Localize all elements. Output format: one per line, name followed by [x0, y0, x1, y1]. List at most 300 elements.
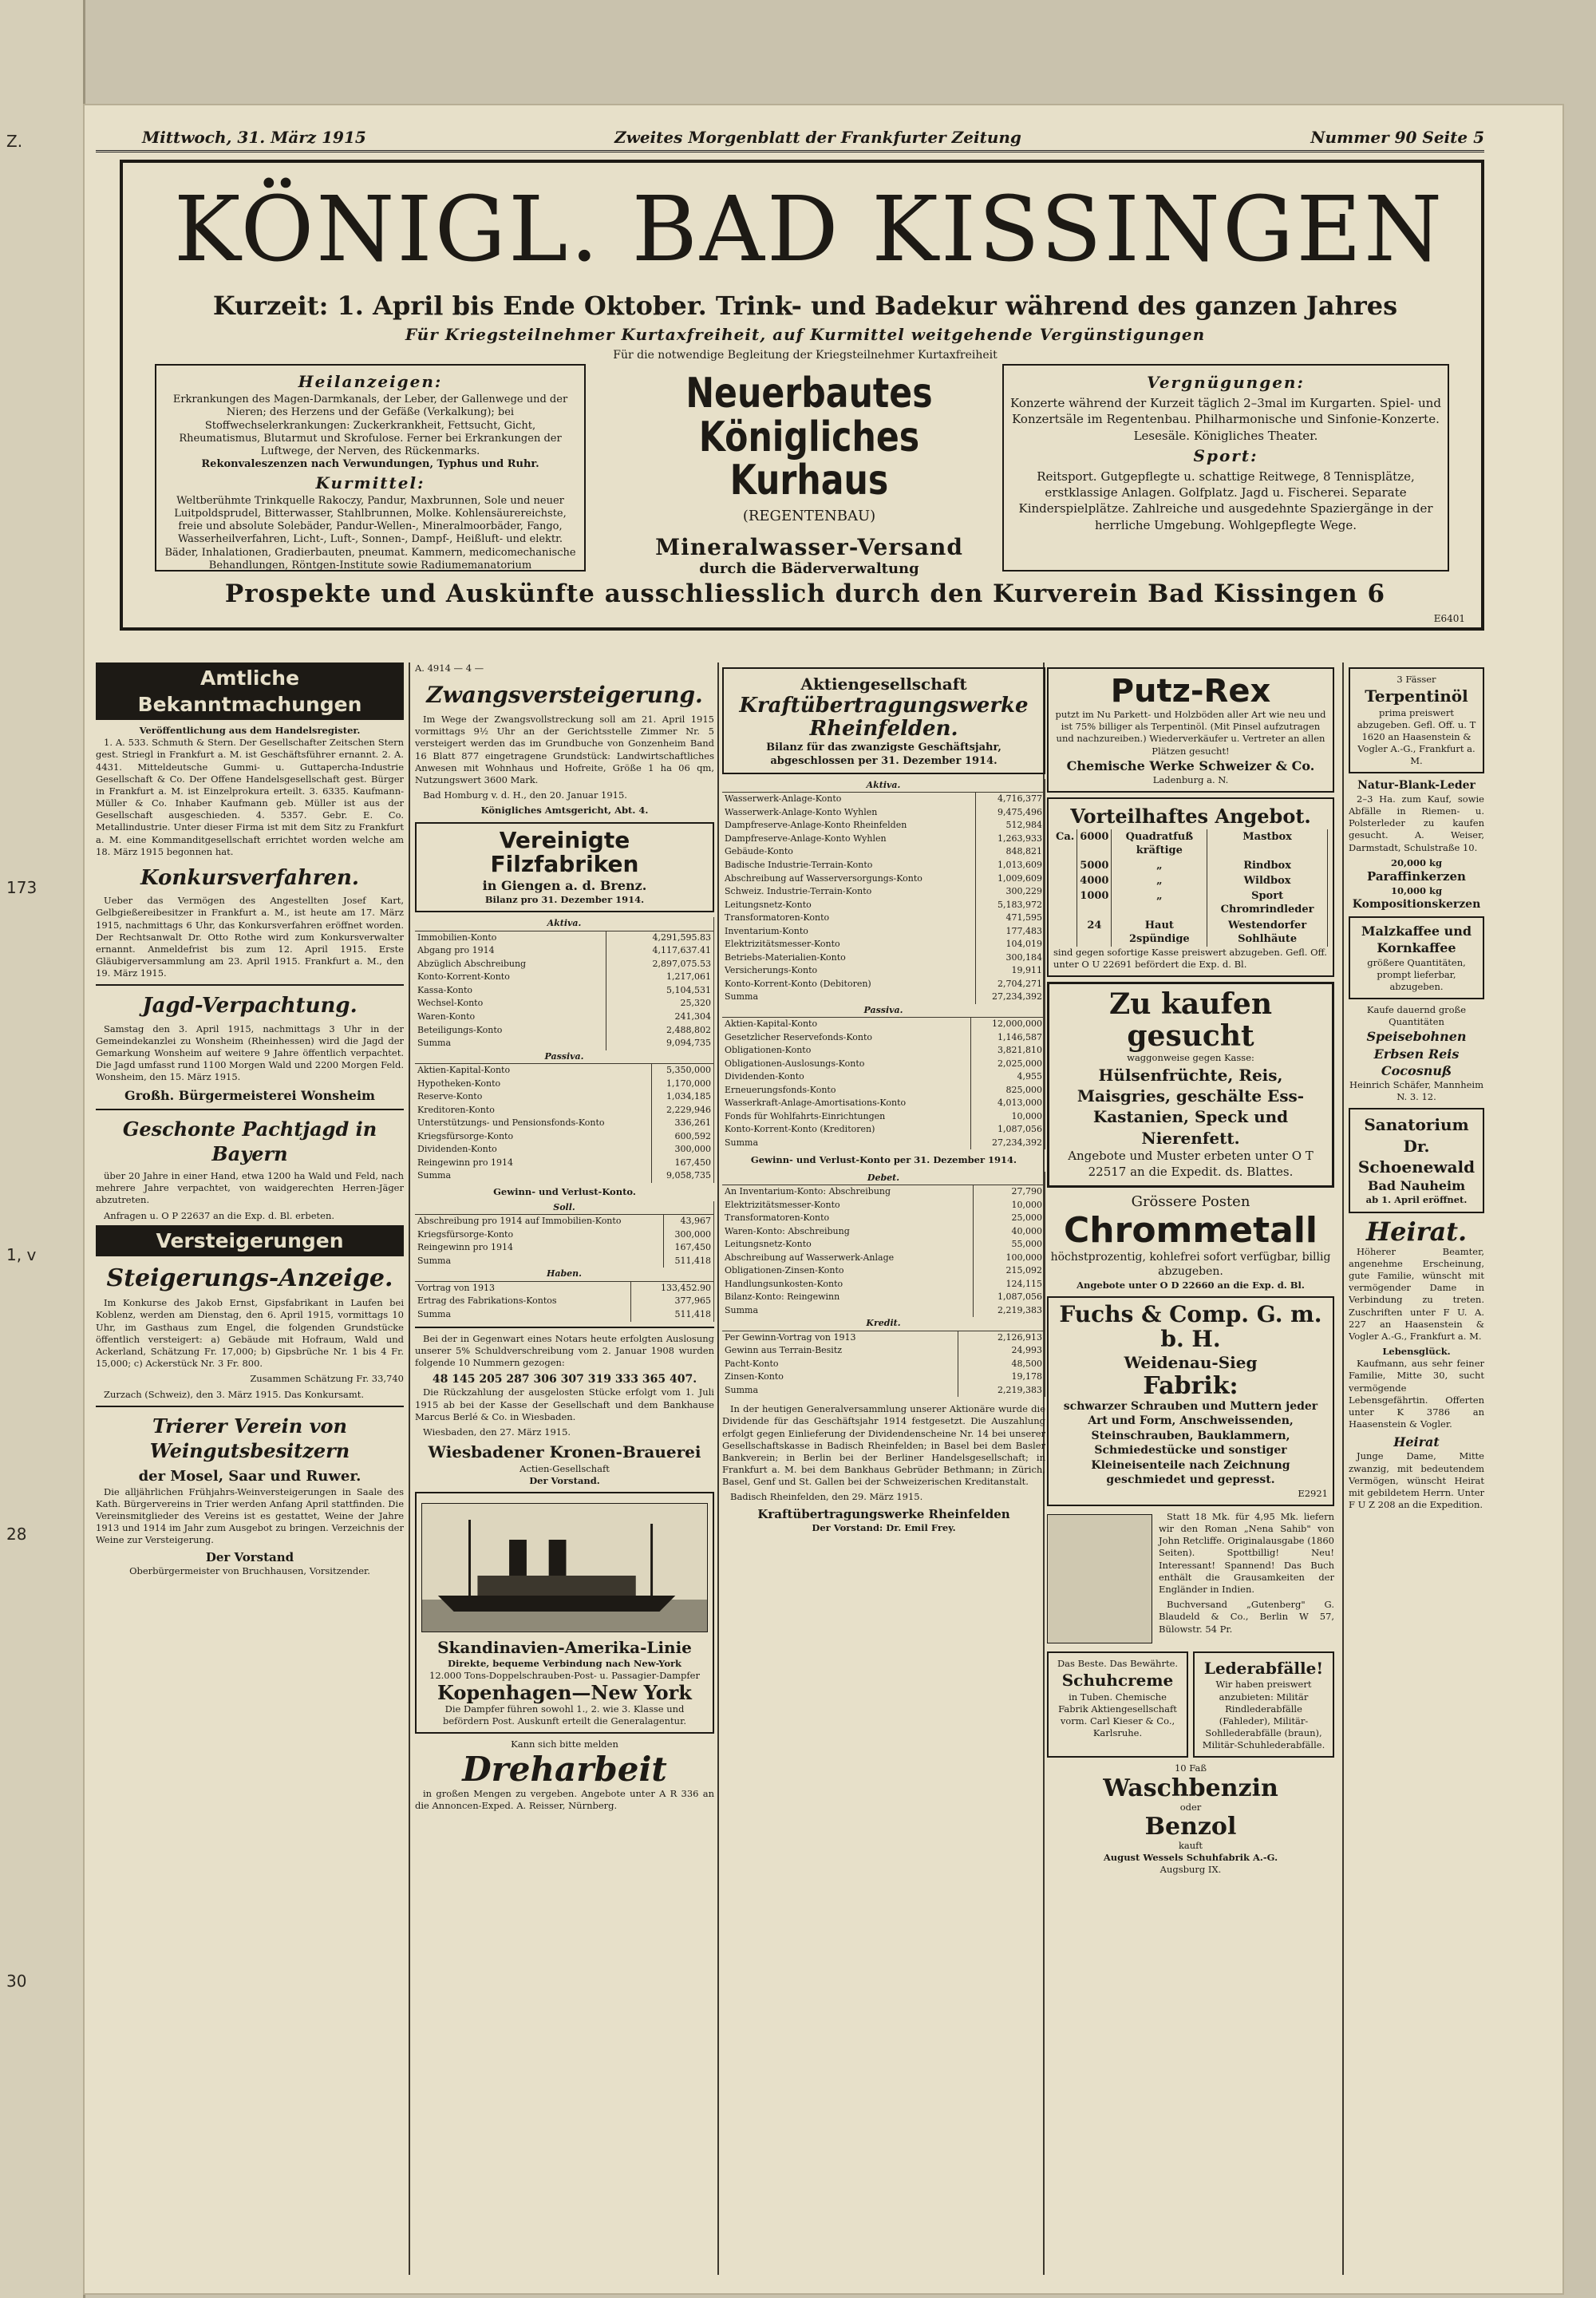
- table-heading: Soll.: [415, 1201, 714, 1215]
- trier-subheading: der Mosel, Saar und Ruwer.: [138, 1468, 361, 1485]
- rheinfelden-aktiva-table: [722, 779, 1045, 1004]
- table-cell: Elektrizitätsmesser-Konto: [722, 1199, 973, 1212]
- table-cell: An Inventarium-Konto: Abschreibung: [722, 1185, 973, 1199]
- benzol-pre: oder: [1179, 1801, 1202, 1813]
- auslosung-text-2: Die Rückzahlung der ausgelosten Stücke erfolgt vom 1. Juli 1915 ab bei der Kasse der Gesellschaft und dem Bankhause Marcus Berlé & Co. in Wiesbaden.: [415, 1386, 714, 1422]
- ag-name: Kraftübertragungswerke Rheinfelden.: [739, 694, 1029, 741]
- table-cell: 4000: [1077, 873, 1112, 888]
- heilanzeigen-text: Erkrankungen des Magen-Darmkanals, der Leber, der Gallenwege und der Nieren; des Herzens und der Gefäße (Verkalkung); bei Stoffwechselerkrankungen: Zuckerkrankheit, Fettsucht, Gicht, Rheumatismus, Blutarmut und Skrofulose. Ferner bei Erkrankungen der Luftwege, der Nerven, des Rückenmarks.: [172, 394, 568, 457]
- malzkaffee-title: Malzkaffee und Kornkaffee: [1361, 924, 1472, 956]
- header-title: Zweites Morgenblatt der Frankfurter Zeitung: [614, 128, 1021, 147]
- heilanzeigen-heading: Heilanzeigen:: [298, 372, 443, 391]
- table-cell: 4,013,000: [970, 1097, 1045, 1110]
- table-cell: 600,592: [652, 1130, 714, 1144]
- table-cell: 1,034,185: [652, 1090, 714, 1104]
- table-row: [415, 1241, 714, 1255]
- benzol-location: Augsburg IX.: [1159, 1864, 1222, 1876]
- table-row: [722, 1331, 1045, 1344]
- table-row: [415, 1064, 714, 1078]
- table-row: [1053, 858, 1328, 873]
- table-row: [415, 958, 714, 971]
- table-cell: 825,000: [970, 1084, 1045, 1098]
- table-row: [722, 1304, 1045, 1318]
- table-cell: 177,483: [975, 925, 1045, 939]
- table-cell: Immobilien-Konto: [415, 931, 606, 944]
- table-row: [722, 1238, 1045, 1252]
- heilanzeigen-text-2: Rekonvaleszenzen nach Verwundungen, Typhus und Ruhr.: [201, 458, 539, 471]
- table-cell: Wasserwerk-Anlage-Konto: [722, 793, 975, 806]
- trier-signature-2: Oberbürgermeister von Bruchhausen, Vorsitzender.: [129, 1565, 370, 1577]
- vorteilhaftes-table: [1053, 829, 1328, 947]
- register-heading: Veröffentlichung aus dem Handelsregister.: [139, 725, 361, 736]
- table-row: [1053, 918, 1328, 947]
- table-cell: 4,955: [970, 1070, 1045, 1084]
- table-cell: Zinsen-Konto: [722, 1370, 958, 1384]
- table-row: [1053, 873, 1328, 888]
- table-cell: Gewinn aus Terrain-Besitz: [722, 1344, 958, 1358]
- table-cell: Ertrag des Fabrikations-Kontos: [415, 1295, 630, 1308]
- table-cell: Obligationen-Konto: [722, 1044, 970, 1058]
- jagd-signature: Großh. Bürgermeisterei Wonsheim: [124, 1087, 375, 1103]
- table-cell: 2,704,271: [975, 978, 1045, 991]
- lederabfaelle-ad: [1193, 1651, 1334, 1758]
- zu-kaufen-ad: [1047, 982, 1334, 1188]
- chrommetall-reference: Angebote unter O D 22660 an die Exp. d. Bl.: [1077, 1279, 1305, 1291]
- table-row: [415, 984, 714, 998]
- table-row: [722, 1031, 1045, 1045]
- jagd-text: Samstag den 3. April 1915, nachmittags 3 Uhr in der Gemeindekanzlei zu Wonsheim (Rheinhessen) wird die Jagd der Gemarkung Wonsheim auf weitere 9 Jahre öffentlich verpachtet. Die Jagd umfasst rund 1100 Morgen Wald und 2200 Morgen Feld. Wonsheim, den 15. März 1915.: [96, 1022, 404, 1083]
- jagd-heading: Jagd-Verpachtung.: [142, 994, 358, 1018]
- table-cell: Mastbox: [1207, 829, 1328, 858]
- table-row: [722, 1199, 1045, 1212]
- table-cell: Summa: [722, 991, 975, 1004]
- table-cell: 5,104,531: [606, 984, 713, 998]
- putz-rex-title: Putz-Rex: [1110, 673, 1271, 710]
- table-row: [722, 951, 1045, 965]
- kurhaus-line-1: Neuerbautes: [685, 370, 933, 417]
- table-row: [722, 925, 1045, 939]
- zwangs-court: Königliches Amtsgericht, Abt. 4.: [480, 805, 649, 817]
- table-row: [415, 997, 714, 1011]
- table-cell: 40,000: [973, 1225, 1045, 1239]
- schuhcreme-leder-row: [1047, 1647, 1334, 1762]
- sport-text: Reitsport. Gutgepflegte u. schattige Reitwege, 8 Tennisplätze, erstklassige Anlagen. Golfplatz. Jagd u. Fischerei. Separate Kinderspielplätze. Zahlreiche und ausgedehnte Spaziergänge in der herrliche Umgebung. Wohlgepflegte Wege.: [1018, 469, 1433, 532]
- table-heading: Aktiva.: [722, 779, 1045, 793]
- vergnuegungen-text: Konzerte während der Kurzeit täglich 2–3mal im Kurgarten. Spiel- und Konzertsäle im Regentenbau. Philharmonische und Sinfonie-Konzerte. Lesesäle. Königliches Theater.: [1010, 396, 1441, 443]
- table-cell: Sport Chromrindleder: [1207, 888, 1328, 917]
- table-cell: Gebäude-Konto: [722, 845, 975, 859]
- auslosung-text: Bei der in Gegenwart eines Notars heute erfolgten Auslosung unserer 5% Schuldverschreibung vom 2. Januar 1908 wurden folgende 10 Nummern gezogen:: [415, 1332, 714, 1368]
- vergnuegungen-heading: Vergnügungen:: [1147, 373, 1305, 392]
- table-cell: Summa: [722, 1137, 970, 1150]
- table-cell: 848,821: [975, 845, 1045, 859]
- table-cell: 6000: [1077, 829, 1112, 858]
- table-cell: 9,475,496: [975, 806, 1045, 820]
- steigerung-sum: Zusammen Schätzung Fr. 33,740: [250, 1373, 404, 1385]
- table-cell: 27,234,392: [970, 1137, 1045, 1150]
- table-cell: 300,229: [975, 885, 1045, 899]
- table-cell: 167,450: [652, 1157, 714, 1170]
- baederverwaltung: durch die Bäderverwaltung: [699, 560, 919, 577]
- table-cell: 5,183,972: [975, 899, 1045, 912]
- column-3: [722, 663, 1045, 2275]
- nena-sahib-text: Statt 18 Mk. für 4,95 Mk. liefern wir den Roman „Nena Sahib" von John Retcliffe. Originalausgabe (1860 Seiten). Spottbillig! Neu! Interessant! Spannend! Das Buch enthält die Grausamkeiten der Engländer in Indien.: [1159, 1510, 1334, 1595]
- filzfabriken-subtitle: Bilanz pro 31. Dezember 1914.: [484, 894, 645, 906]
- fuchs-text: schwarzer Schrauben und Muttern jeder Art und Form, Anschweissenden, Steinschrauben, Bauklammern, Schmiedestücke und sonstiger Kleineisenteile nach Zeichnung geschmiedet und gepresst.: [1063, 1399, 1318, 1487]
- table-cell: Konto-Korrent-Konto: [415, 971, 606, 984]
- table-row: [722, 859, 1045, 872]
- table-cell: 10,000: [973, 1199, 1045, 1212]
- table-row: [722, 1212, 1045, 1225]
- table-cell: [1053, 888, 1077, 917]
- table-cell: 100,000: [973, 1252, 1045, 1265]
- table-row: [722, 872, 1045, 886]
- kissingen-subtitle: Kurzeit: 1. April bis Ende Oktober. Trink- und Badekur während des ganzen Jahres: [212, 291, 1398, 321]
- table-cell: Reingewinn pro 1914: [415, 1241, 664, 1255]
- table-cell: 2,897,075.53: [606, 958, 713, 971]
- table-cell: Ca.: [1053, 829, 1077, 858]
- kurmittel-heading: Kurmittel:: [315, 473, 425, 492]
- filzfabriken-title: Vereinigte Filzfabriken: [490, 826, 639, 878]
- table-cell: 511,418: [630, 1308, 713, 1322]
- fuchs-code: E2921: [1298, 1487, 1328, 1499]
- table-row: [415, 1011, 714, 1024]
- komposition-pre: 10,000 kg: [1390, 884, 1443, 896]
- konkurs-heading: Konkursverfahren.: [140, 865, 359, 890]
- zu-kaufen-reference: Angebote und Muster erbeten unter O T 22517 an die Expedit. ds. Blattes.: [1068, 1149, 1314, 1179]
- table-cell: 2,219,383: [958, 1384, 1045, 1398]
- table-cell: 27,234,392: [975, 991, 1045, 1004]
- table-row: [722, 806, 1045, 820]
- table-cell: 24: [1077, 918, 1112, 947]
- table-row: [415, 1281, 714, 1295]
- vorteilhaftes-title: Vorteilhaftes Angebot.: [1070, 804, 1311, 828]
- table-cell: Abgang pro 1914: [415, 944, 606, 958]
- table-cell: 124,115: [973, 1278, 1045, 1291]
- table-cell: Badische Industrie-Terrain-Konto: [722, 859, 975, 872]
- schuhcreme-title: Schuhcreme: [1061, 1671, 1174, 1691]
- zu-kaufen-subtitle: waggonweise gegen Kasse:: [1127, 1052, 1254, 1064]
- sanatorium-name: Dr. Schoenewald: [1357, 1136, 1476, 1177]
- table-cell: Summa: [415, 1169, 652, 1183]
- natur-leder-text: 2–3 Ha. zum Kauf, sowie Abfälle in Riemen- u. Polsterleder zu kaufen gesucht. A. Weiser, Darmstadt, Schulstraße 10.: [1349, 793, 1484, 853]
- table-cell: 19,911: [975, 964, 1045, 978]
- rheinfelden-guv-heading: Gewinn- und Verlust-Konto per 31. Dezember 1914.: [750, 1154, 1017, 1166]
- heirat-text: Höherer Beamter, angenehme Erscheinung, gute Familie, wünscht mit vermögender Dame in Verbindung zu treten. Zuschriften unter F U. A. 227 an Haasenstein & Vogler A.-G., Frankfurt a. M.: [1349, 1245, 1484, 1342]
- table-cell: Dampfreserve-Anlage-Konto Rheinfelden: [722, 819, 975, 833]
- table-cell: 300,184: [975, 951, 1045, 965]
- edge-fragment: 173: [6, 878, 38, 897]
- table-row: [415, 1037, 714, 1050]
- kissingen-title: KÖNIGL. BAD KISSINGEN: [173, 178, 1445, 282]
- table-cell: 5,350,000: [652, 1064, 714, 1078]
- table-cell: 511,418: [664, 1255, 714, 1268]
- table-cell: Kassa-Konto: [415, 984, 606, 998]
- natur-leder-title: Natur-Blank-Leder: [1357, 779, 1476, 793]
- table-cell: 55,000: [973, 1238, 1045, 1252]
- table-cell: Abschreibung pro 1914 auf Immobilien-Konto: [415, 1215, 664, 1228]
- table-cell: 2,488,802: [606, 1024, 713, 1038]
- speise-firm: Heinrich Schäfer, Mannheim N. 3. 12.: [1349, 1078, 1484, 1102]
- table-heading: Passiva.: [722, 1004, 1045, 1018]
- rheinfelden-debet-table: [722, 1172, 1045, 1318]
- fuchs-location: Weidenau-Sieg: [1124, 1352, 1258, 1372]
- table-row: [415, 1130, 714, 1144]
- kurhaus-block: [618, 372, 1001, 577]
- lederabfaelle-title: Lederabfälle!: [1203, 1658, 1324, 1678]
- table-cell: [1053, 873, 1077, 888]
- putz-rex-firm: Chemische Werke Schweizer & Co.: [1066, 757, 1315, 773]
- table-cell: Gesetzlicher Reservefonds-Konto: [722, 1031, 970, 1045]
- lebensglueck-title: Lebensglück.: [1382, 1346, 1451, 1358]
- table-cell: Obligationen-Zinsen-Konto: [722, 1264, 973, 1278]
- table-cell: 104,019: [975, 938, 1045, 951]
- table-row: [722, 1058, 1045, 1071]
- table-cell: Aktien-Kapital-Konto: [722, 1018, 970, 1031]
- table-row: [722, 1110, 1045, 1124]
- table-row: [722, 1278, 1045, 1291]
- table-cell: „: [1112, 873, 1207, 888]
- table-cell: 10,000: [970, 1110, 1045, 1124]
- konkurs-text: Ueber das Vermögen des Angestellten Josef Kart, Gelbgießereibesitzer in Frankfurt a. M., ist heute am 17. März 1915, nachmittags 6 Uhr, das Konkursverfahren eröffnet worden. Der Rechtsanwalt Dr. Otto Rothe wird zum Konkursverwalter ernannt. Anmeldefrist bis zum 12. April 1915. Erste Gläubigerversammlung am 23. April 1915. Frankfurt a. M., den 19. März 1915.: [96, 895, 404, 979]
- table-row: [415, 1078, 714, 1091]
- table-row: [722, 1344, 1045, 1358]
- table-cell: Versicherungs-Konto: [722, 964, 975, 978]
- table-row: [415, 1169, 714, 1183]
- table-cell: Kreditoren-Konto: [415, 1104, 652, 1117]
- pachtjagd-heading: Geschonte Pachtjagd in Bayern: [122, 1117, 377, 1166]
- table-cell: 2,229,946: [652, 1104, 714, 1117]
- malzkaffee-ad: [1349, 916, 1484, 999]
- table-cell: Transformatoren-Konto: [722, 1212, 973, 1225]
- table-cell: Summa: [722, 1384, 958, 1398]
- edge-fragment: 28: [6, 1525, 27, 1544]
- dreharbeit-title: Dreharbeit: [462, 1749, 667, 1789]
- table-row: [722, 1097, 1045, 1110]
- table-cell: 24,993: [958, 1344, 1045, 1358]
- table-cell: Wasserwerk-Anlage-Konto Wyhlen: [722, 806, 975, 820]
- heirat-2-title: Heirat: [1393, 1434, 1440, 1450]
- table-row: [722, 991, 1045, 1004]
- waschbenzin-title: Waschbenzin: [1103, 1774, 1278, 1802]
- table-cell: Beteiligungs-Konto: [415, 1024, 606, 1038]
- table-cell: 19,178: [958, 1370, 1045, 1384]
- zu-kaufen-items: Hülsenfrüchte, Reis, Maisgries, geschälte Ess-Kastanien, Speck und Nierenfett.: [1077, 1065, 1305, 1148]
- register-text: 1. A. 533. Schmuth & Stern. Der Gesellschafter Zeitschen Stern gest. Striegl in Frankfurt a. M. ist Geschäftsführer ernannt. 2. A. 4431. Mitteldeutsche Gummi- u. Guttapercha-Industrie Gesellschaft & Co. Der Offene Handelsgesellschaft gest. Bürger in Frankfurt a. M. ist Einzelprokura erteilt. 3. 6335. Kaufmann-Müller & Co. Inhaber Kaufmann geb. Müller ist aus der Gesellschaft ausgeschieden. 4. 5357. Gebr. E. Co. Metallindustrie. Unter dieser Firma ist mit dem Sitz zu Frankfurt a. M. eine Kommanditgesellschaft errichtet worden welche am 18. März 1915 begonnen hat.: [96, 737, 404, 857]
- paraffin-pre: 20,000 kg: [1390, 856, 1443, 868]
- table-cell: 133,452.90: [630, 1281, 713, 1295]
- table-cell: Bilanz-Konto: Reingewinn: [722, 1291, 973, 1304]
- table-cell: Kriegsfürsorge-Konto: [415, 1130, 652, 1144]
- table-cell: Kriegsfürsorge-Konto: [415, 1228, 664, 1242]
- table-cell: Unterstützungs- und Pensionsfonds-Konto: [415, 1117, 652, 1130]
- pachtjagd-text: über 20 Jahre in einer Hand, etwa 1200 ha Wald und Feld, nach mehrere Jahre verpachtet, von waidgerechten Herren-Jäger abzutreten.: [96, 1170, 404, 1206]
- heirat-2-text: Junge Dame, Mitte zwanzig, mit bedeutendem Vermögen, wünscht Heirat mit gebildetem Herrn. Unter F U Z 208 an die Expedition.: [1349, 1450, 1484, 1511]
- table-cell: 300,000: [664, 1228, 714, 1242]
- table-row: [415, 1024, 714, 1038]
- table-cell: 43,967: [664, 1215, 714, 1228]
- table-cell: Dampfreserve-Anlage-Konto Wyhlen: [722, 833, 975, 846]
- table-cell: Leitungsnetz-Konto: [722, 899, 975, 912]
- skandinavien-subtitle: Direkte, bequeme Verbindung nach New-York: [447, 1658, 682, 1670]
- zu-kaufen-title: Zu kaufen gesucht: [1109, 987, 1272, 1053]
- rheinfelden-header: [722, 667, 1045, 774]
- kronen-title: Wiesbadener Kronen-Brauerei: [428, 1442, 701, 1462]
- edge-fragment: 1, v: [6, 1245, 37, 1264]
- kissingen-code: E6401: [1433, 613, 1465, 624]
- filz-guv-heading: Gewinn- und Verlust-Konto.: [493, 1185, 636, 1197]
- lebensglueck-text: Kaufmann, aus sehr feiner Familie, Mitte 30, sucht vermögende Lebensgefährtin. Offerten unter K 3786 an Haasenstein & Vogler.: [1349, 1358, 1484, 1430]
- table-cell: Summa: [722, 1304, 973, 1318]
- table-cell: Konto-Korrent-Konto (Kreditoren): [722, 1123, 970, 1137]
- putz-rex-text: putzt im Nu Parkett- und Holzböden aller Art wie neu und ist 75% billiger als Terpentinöl. (Mit Pinsel aufzutragen und nachzureiben.) Wiederverkäufer u. Vertreter an allen Plätzen gesucht!: [1055, 709, 1326, 757]
- table-cell: Abschreibung auf Wasserwerk-Anlage: [722, 1252, 973, 1265]
- filz-haben-table: [415, 1268, 714, 1321]
- table-cell: Obligationen-Auslosungs-Konto: [722, 1058, 970, 1071]
- generalversammlung-place: Badisch Rheinfelden, den 29. März 1915.: [730, 1491, 923, 1503]
- filzfabriken-location: in Giengen a. d. Brenz.: [482, 878, 647, 894]
- table-heading: Haben.: [415, 1268, 714, 1281]
- table-row: [415, 1215, 714, 1228]
- table-cell: Fonds für Wohlfahrts-Einrichtungen: [722, 1110, 970, 1124]
- zwangs-reference: A. 4914 — 4 —: [415, 663, 484, 674]
- benzol-post: kauft: [1178, 1839, 1203, 1851]
- table-row: [722, 845, 1045, 859]
- table-row: [415, 1157, 714, 1170]
- table-row: [722, 1123, 1045, 1137]
- table-cell: Summa: [415, 1255, 664, 1268]
- kissingen-subtitle-3: Für die notwendige Begleitung der Kriegsteilnehmer Kurtaxfreiheit: [613, 349, 998, 362]
- trier-text: Die alljährlichen Frühjahrs-Weinversteigerungen in Saale des Kath. Bürgervereins in Trier werden Anfang April stattfinden. Die Vereinsmitglieder des Vereins ist es gestattet, Weine der Jahre 1913 und 1914 im Jahr zum Ausgebot zu bringen. Verzeichnis der Weine zur Versteigerung.: [96, 1485, 404, 1546]
- filz-soll-table: [415, 1201, 714, 1268]
- table-cell: 241,304: [606, 1011, 713, 1024]
- kronen-subtitle: Actien-Gesellschaft: [519, 1462, 610, 1474]
- speise-pre: Kaufe dauernd große Quantitäten: [1366, 1004, 1467, 1028]
- table-cell: Erneuerungsfonds-Konto: [722, 1084, 970, 1098]
- lederabfaelle-text: Wir haben preiswert anzubieten: Militär Rindlederabfälle (Fahleder), Militär-Sohllederabfälle (braun), Militär-Schuhlederabfälle.: [1202, 1679, 1325, 1751]
- dreharbeit-text: in großen Mengen zu vergeben. Angebote unter A R 336 an die Annoncen-Exped. A. Reisser, Nürnberg.: [415, 1787, 714, 1811]
- table-cell: 377,965: [630, 1295, 713, 1308]
- table-cell: [1053, 858, 1077, 873]
- table-row: [415, 1090, 714, 1104]
- rheinfelden-kredit-table: [722, 1317, 1045, 1397]
- kissingen-advertisement: [120, 160, 1484, 631]
- zwangs-text: Im Wege der Zwangsvollstreckung soll am 21. April 1915 vormittags 9½ Uhr an der Gerichtsstelle Zimmer Nr. 5 versteigert werden das im Grundbuche von Gonzenheim Band 16 Blatt 877 eingetragene Grundstück: Landwirtschaftliches Anwesen mit Wohnhaus und Hofreite, Größe 1 ha 06 qm, Nutzungswert 3600 Mark.: [415, 714, 714, 785]
- column-2: [415, 663, 714, 2275]
- table-row: [722, 912, 1045, 925]
- table-row: [415, 971, 714, 984]
- kissingen-subtitle-2: Für Kriegsteilnehmer Kurtaxfreiheit, auf Kurmittel weitgehende Vergünstigungen: [405, 325, 1206, 344]
- sanatorium-location: Bad Nauheim: [1367, 1178, 1466, 1194]
- filz-aktiva-table: [415, 917, 714, 1050]
- table-cell: Summa: [415, 1037, 606, 1050]
- table-cell: 1,170,000: [652, 1078, 714, 1091]
- column-4: [1047, 663, 1334, 2275]
- table-row: [722, 1358, 1045, 1371]
- table-row: [722, 1370, 1045, 1384]
- table-row: [722, 978, 1045, 991]
- table-row: [722, 1084, 1045, 1098]
- table-cell: 27,790: [973, 1185, 1045, 1199]
- kopenhagen-title: Kopenhagen—New York: [437, 1680, 692, 1704]
- table-cell: 1,217,061: [606, 971, 713, 984]
- table-cell: Reserve-Konto: [415, 1090, 652, 1104]
- benzol-firm: August Wessels Schuhfabrik A.-G.: [1103, 1851, 1278, 1863]
- kronen-signature: Der Vorstand.: [529, 1474, 600, 1486]
- table-cell: 5000: [1077, 858, 1112, 873]
- table-cell: Inventarium-Konto: [722, 925, 975, 939]
- column-rule: [1342, 663, 1344, 2275]
- table-row: [722, 938, 1045, 951]
- table-row: [415, 1117, 714, 1130]
- table-row: [415, 944, 714, 958]
- table-cell: Hypotheken-Konto: [415, 1078, 652, 1091]
- table-cell: 25,320: [606, 997, 713, 1011]
- generalversammlung-text: In der heutigen Generalversammlung unserer Aktionäre wurde die Dividende für das Geschäftsjahr 1914 festgesetzt. Die Auszahlung erfolgt gegen Einlieferung der Dividendenscheine Nr. 14 bei unserer Gesellschaftskasse in Badisch Rheinfelden; in Basel bei dem Basler Bankverein; in Berlin bei der Berliner Handelsgesellschaft; in Frankfurt a. M. bei dem Bankhaus Gebrüder Bethmann; in Zürich, Basel, Genf und St. Gallen bei der Schweizerischen Kreditanstalt.: [722, 1403, 1045, 1488]
- column-1: [96, 663, 404, 2275]
- fuchs-title: Fuchs & Comp. G. m. b. H.: [1059, 1301, 1322, 1352]
- auslosung-place: Wiesbaden, den 27. März 1915.: [423, 1426, 571, 1438]
- table-cell: 4,716,377: [975, 793, 1045, 806]
- table-cell: Aktien-Kapital-Konto: [415, 1064, 652, 1078]
- column-rule: [409, 663, 410, 2275]
- table-cell: Transformatoren-Konto: [722, 912, 975, 925]
- table-row: [722, 819, 1045, 833]
- table-row: [722, 1044, 1045, 1058]
- table-row: [415, 1143, 714, 1157]
- table-cell: Summa: [415, 1308, 630, 1322]
- table-row: [1053, 829, 1328, 858]
- table-row: [722, 899, 1045, 912]
- chrommetall-text: höchstprozentig, kohlefrei sofort verfügbar, billig abzugeben.: [1050, 1250, 1331, 1279]
- table-row: [415, 1228, 714, 1242]
- column-rule: [717, 663, 719, 2275]
- ag-subtitle: Bilanz für das zwanzigste Geschäftsjahr, abgeschlossen per 31. Dezember 1914.: [766, 741, 1001, 767]
- rheinfelden-passiva-table: [722, 1004, 1045, 1150]
- table-cell: „: [1112, 858, 1207, 873]
- table-cell: 215,092: [973, 1264, 1045, 1278]
- table-row: [722, 1018, 1045, 1031]
- table-cell: 1,263,933: [975, 833, 1045, 846]
- table-row: [722, 1137, 1045, 1150]
- table-cell: 4,291,595.83: [606, 931, 713, 944]
- table-cell: 1000: [1077, 888, 1112, 917]
- table-cell: Abschreibung auf Wasserversorgungs-Konto: [722, 872, 975, 886]
- table-cell: Leitungsnetz-Konto: [722, 1238, 973, 1252]
- skandinavien-title: Skandinavien-Amerika-Linie: [437, 1637, 692, 1657]
- table-cell: 1,087,056: [973, 1291, 1045, 1304]
- filzfabriken-block: [415, 822, 714, 913]
- skandinavien-ships: 12.000 Tons-Doppelschrauben-Post- u. Passagier-Dampfer: [429, 1670, 700, 1682]
- versteigerungen-banner: Versteigerungen: [96, 1225, 404, 1256]
- header-page-number: Nummer 90 Seite 5: [1310, 128, 1484, 147]
- kurhaus-line-2: Königliches Kurhaus: [698, 413, 920, 505]
- table-cell: Vortrag von 1913: [415, 1281, 630, 1295]
- table-cell: Wechsel-Konto: [415, 997, 606, 1011]
- table-cell: 12,000,000: [970, 1018, 1045, 1031]
- column-5: [1349, 663, 1484, 2275]
- table-cell: Handlungsunkosten-Konto: [722, 1278, 973, 1291]
- table-row: [415, 1255, 714, 1268]
- table-cell: 2,126,913: [958, 1331, 1045, 1344]
- table-cell: Reingewinn pro 1914: [415, 1157, 652, 1170]
- table-cell: 48,500: [958, 1358, 1045, 1371]
- table-cell: 2,219,383: [973, 1304, 1045, 1318]
- edge-fragment: 30: [6, 1972, 27, 1991]
- skandinavien-block: [415, 1492, 714, 1734]
- table-cell: Haut 2spündige: [1112, 918, 1207, 947]
- terpentin-text: prima preiswert abzugeben. Gefl. Off. u. T 1620 an Haasenstein & Vogler A.-G., Frankfurt a. M.: [1357, 706, 1476, 767]
